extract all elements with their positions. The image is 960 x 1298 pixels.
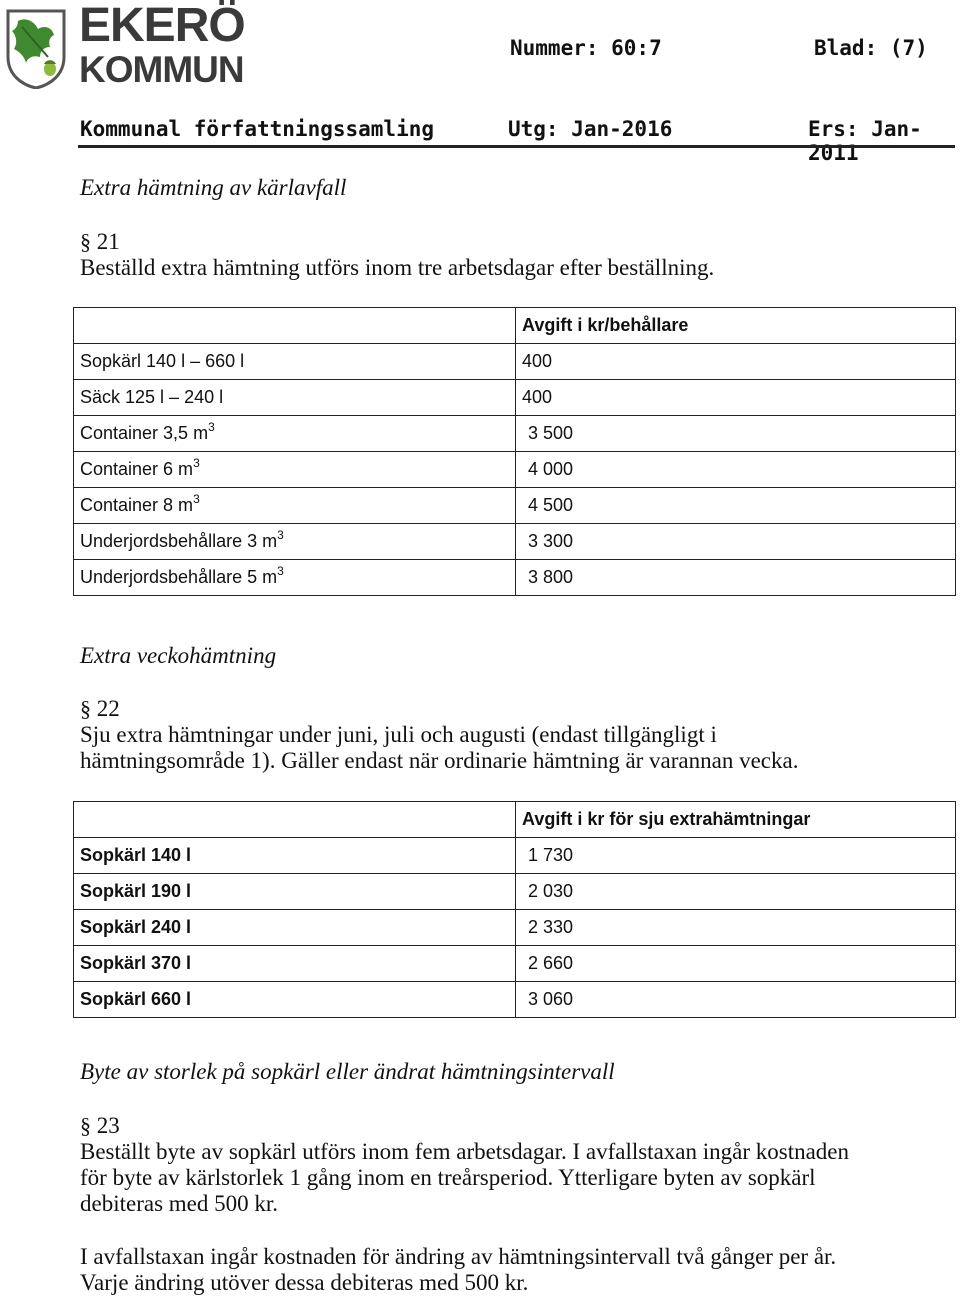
header-divider <box>78 145 955 148</box>
table-label-cell <box>74 560 516 596</box>
table-label-text: Container 3,5 m <box>80 423 209 443</box>
table-header-row <box>74 802 956 838</box>
table-value-cell: 3 060 <box>516 982 956 1018</box>
table-header-cell: Avgift i kr/behållare <box>516 308 956 344</box>
collection-title: Kommunal författningssamling <box>80 117 435 141</box>
table-value-cell: 3 300 <box>516 524 956 560</box>
table-value-cell: 2 030 <box>516 874 956 910</box>
replaces-date: Ers: Jan-2011 <box>808 117 922 165</box>
table-row <box>74 982 956 1018</box>
table-value-cell: 400 <box>516 380 956 416</box>
table-label-cell: Sopkärl 370 l <box>74 946 516 982</box>
table-label-cell: Säck 125 l – 240 l <box>74 380 516 416</box>
section-heading: Extra veckohämtning <box>80 643 277 668</box>
table-label-cell: Sopkärl 140 l – 660 l <box>74 344 516 380</box>
paragraph-text-line: hämtningsområde 1). Gäller endast när ordinarie hämtning är varannan vecka. <box>80 748 799 773</box>
unit-exponent: 3 <box>208 420 215 434</box>
logo-wordmark-top: EKERÖ <box>79 0 245 52</box>
table-label-cell: Sopkärl 240 l <box>74 910 516 946</box>
table-label-text: Container 6 m <box>80 459 194 479</box>
unit-exponent: 3 <box>277 528 284 542</box>
table-label-cell <box>74 488 516 524</box>
table-row <box>74 910 956 946</box>
table-row <box>74 946 956 982</box>
table-row <box>74 416 956 452</box>
table-value-cell: 3 500 <box>516 416 956 452</box>
table-header-empty-cell <box>74 308 516 344</box>
paragraph-text-line: I avfallstaxan ingår kostnaden för ändring av hämtningsintervall två gånger per år. <box>80 1244 837 1269</box>
paragraph-sign: § <box>80 229 91 254</box>
paragraph-number-value: 21 <box>96 229 120 254</box>
table-row <box>74 524 956 560</box>
table-value-cell: 1 730 <box>516 838 956 874</box>
fee-table-extra-pickup <box>73 307 956 596</box>
table-header-cell: Avgift i kr för sju extrahämtningar <box>516 802 956 838</box>
table-row <box>74 452 956 488</box>
table-value-cell: 2 660 <box>516 946 956 982</box>
paragraph-number-value: 23 <box>96 1113 120 1138</box>
table-value-cell: 400 <box>516 344 956 380</box>
paragraph-text-line: Beställt byte av sopkärl utförs inom fem arbetsdagar. I avfallstaxan ingår kostnaden <box>80 1139 849 1164</box>
issued-date: Utg: Jan-2016 <box>508 117 673 141</box>
table-row <box>74 344 956 380</box>
paragraph-sign: § <box>80 696 91 721</box>
municipality-emblem-icon <box>4 7 68 89</box>
table-row <box>74 488 956 524</box>
section-heading: Byte av storlek på sopkärl eller ändrat hämtningsintervall <box>80 1059 615 1084</box>
table-label-cell: Sopkärl 140 l <box>74 838 516 874</box>
table-label-cell: Sopkärl 190 l <box>74 874 516 910</box>
table-label-cell <box>74 452 516 488</box>
table-value-cell: 2 330 <box>516 910 956 946</box>
table-label-text: Underjordsbehållare 3 m <box>80 531 278 551</box>
sheet-number: Blad: (7) <box>814 36 928 60</box>
paragraph-sign: § <box>80 1113 91 1138</box>
table-row <box>74 560 956 596</box>
paragraph-text-line: för byte av kärlstorlek 1 gång inom en treårsperiod. Ytterligare byten av sopkärl <box>80 1165 816 1190</box>
unit-exponent: 3 <box>277 564 284 578</box>
table-label-text: Underjordsbehållare 5 m <box>80 567 278 587</box>
table-label-cell <box>74 524 516 560</box>
unit-exponent: 3 <box>193 492 200 506</box>
table-row <box>74 838 956 874</box>
table-label-cell: Sopkärl 660 l <box>74 982 516 1018</box>
logo-wordmark-bottom: KOMMUN <box>79 49 244 90</box>
fee-table-weekly-pickup <box>73 801 956 1018</box>
paragraph-number-value: 22 <box>96 696 120 721</box>
table-label-cell <box>74 416 516 452</box>
table-value-cell: 3 800 <box>516 560 956 596</box>
unit-exponent: 3 <box>193 456 200 470</box>
table-value-cell: 4 500 <box>516 488 956 524</box>
table-header-row <box>74 308 956 344</box>
paragraph-text: Beställd extra hämtning utförs inom tre arbetsdagar efter beställning. <box>80 255 715 280</box>
paragraph-text-line: Sju extra hämtningar under juni, juli och augusti (endast tillgängligt i <box>80 722 717 747</box>
paragraph-text-line: debiteras med 500 kr. <box>80 1191 279 1216</box>
paragraph-number <box>80 1113 120 1139</box>
paragraph-text-line: Varje ändring utöver dessa debiteras med 500 kr. <box>80 1270 529 1295</box>
table-value-cell: 4 000 <box>516 452 956 488</box>
table-row <box>74 380 956 416</box>
table-header-empty-cell <box>74 802 516 838</box>
section-heading: Extra hämtning av kärlavfall <box>80 175 347 200</box>
table-row <box>74 874 956 910</box>
table-label-text: Container 8 m <box>80 495 194 515</box>
paragraph-number <box>80 229 120 255</box>
paragraph-number <box>80 696 120 722</box>
document-number: Nummer: 60:7 <box>510 36 662 60</box>
